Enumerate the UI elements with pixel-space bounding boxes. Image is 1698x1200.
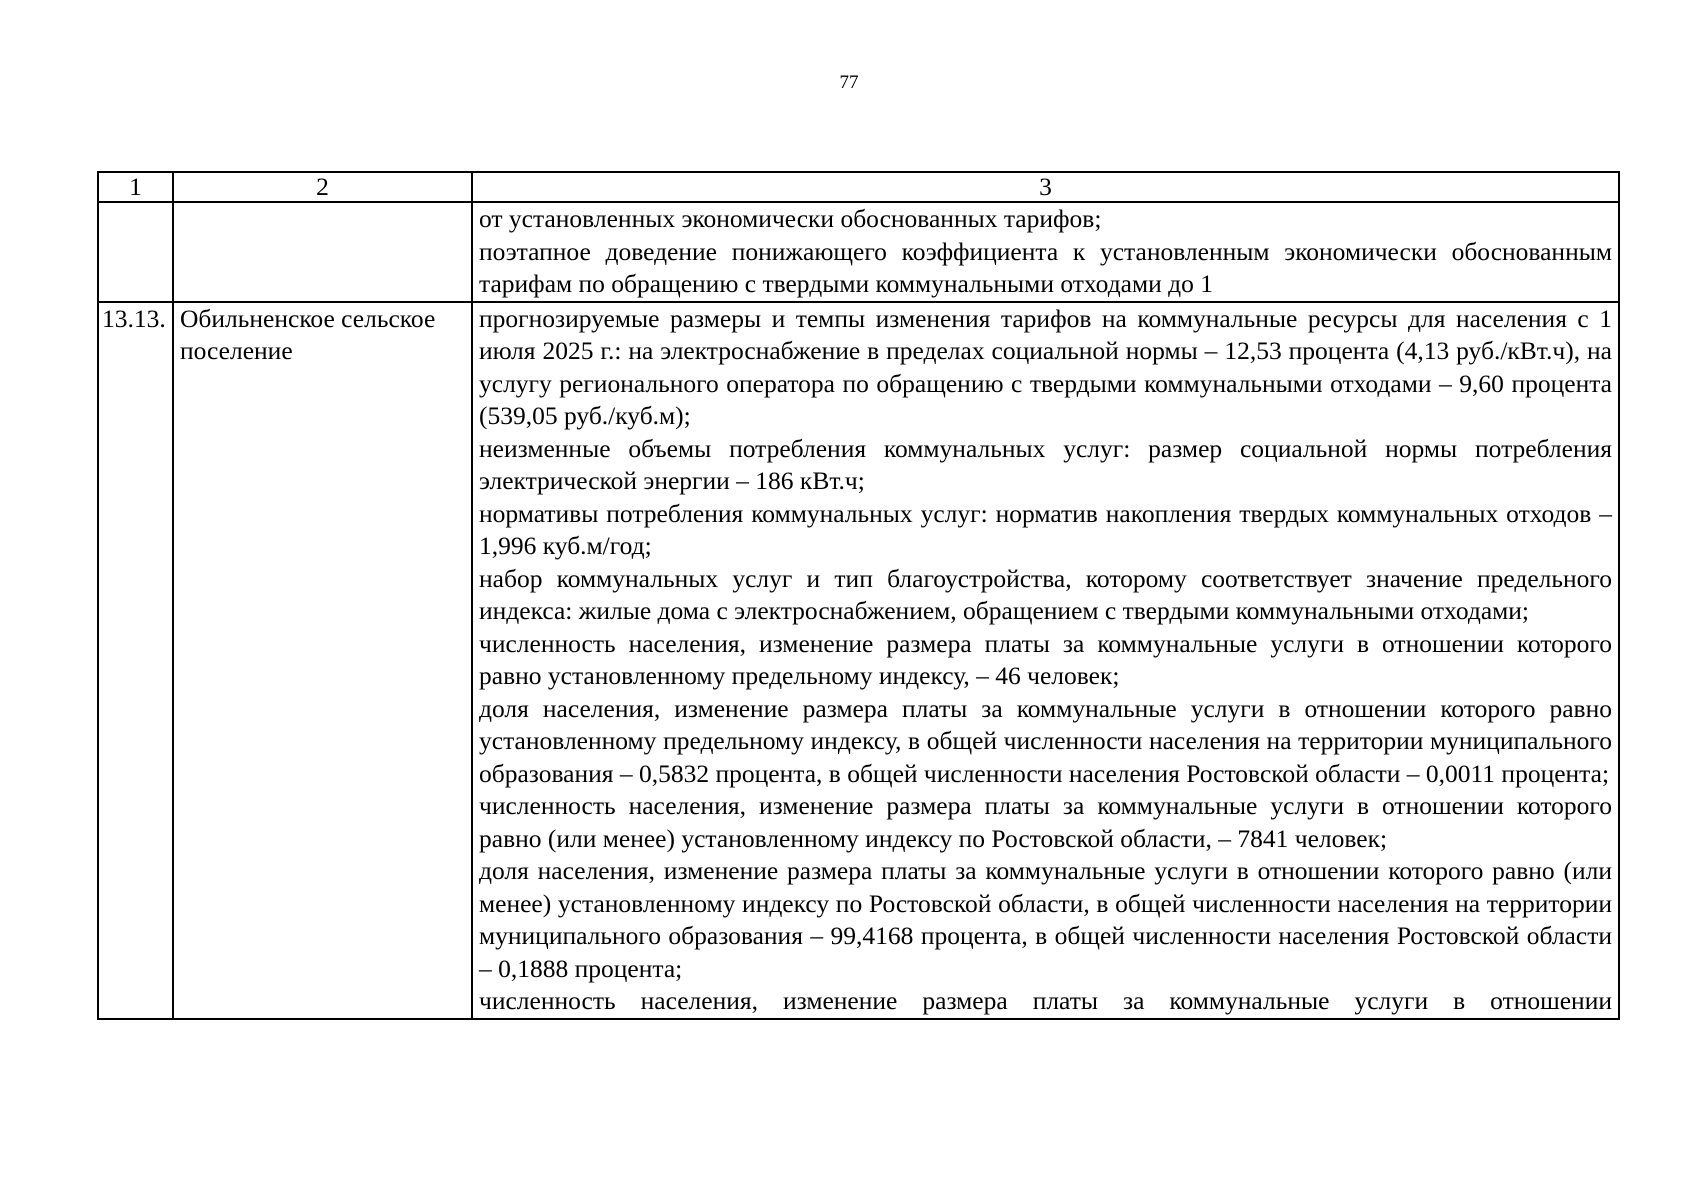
page-number: 77 (839, 72, 859, 93)
paragraph: от установленных экономически обоснованных тарифов; (479, 204, 1102, 233)
row-name-cell (173, 202, 472, 302)
paragraph: нормативы потребления коммунальных услуг: норматив накопления твердых коммунальных отходов – 1,996 куб.м/год; (479, 498, 1612, 560)
column-header-3: 3 (472, 172, 1619, 202)
row-content-cell (472, 302, 1619, 1019)
paragraph: поэтапное доведение понижающего коэффициента к установленным экономически обоснованным тарифам по обращению с твердыми коммунальными отходами до 1 (479, 236, 1612, 298)
paragraph: доля населения, изменение размера платы за коммунальные услуги в отношении которого равно установленному предельному индексу, в общей численности населения на территории муниципального образования – 0,5832 процента, в общей численности населения Ростовской области – 0,0011 процента; (479, 693, 1612, 788)
table-row (98, 302, 1619, 1019)
paragraph: численность населения, изменение размера платы за коммунальные услуги в отношении (479, 986, 1612, 1015)
paragraph: набор коммунальных услуг и тип благоустройства, которому соответствует значение предельного индекса: жилые дома с электроснабжением, обращением с твердыми коммунальными отходами; (479, 563, 1612, 625)
row-number-cell: 13.13. (98, 302, 173, 1019)
column-header-2: 2 (173, 172, 472, 202)
table-row-continuation (98, 202, 1619, 302)
row-number-cell (98, 202, 173, 302)
paragraph: прогнозируемые размеры и темпы изменения тарифов на коммунальные ресурсы для населения с 1 июля 2025 г.: на электроснабжение в пределах социальной нормы – 12,53 процента (4,13 руб./кВт.ч), на услугу регионального оператора по обращению с твердыми коммунальными отходами – 9,60 процента (539,05 руб./куб.м); (479, 303, 1612, 430)
row-name-cell: Обильненское сельское поселение (173, 302, 472, 1019)
table-header-row (98, 172, 1619, 202)
row-content-cell (472, 202, 1619, 302)
paragraph: численность населения, изменение размера платы за коммунальные услуги в отношении которого равно (или менее) установленному индексу по Ростовской области, – 7841 человек; (479, 791, 1612, 853)
paragraph: неизменные объемы потребления коммунальных услуг: размер социальной нормы потребления электрической энергии – 186 кВт.ч; (479, 433, 1612, 495)
tariff-table (97, 171, 1620, 1020)
paragraph: доля населения, изменение размера платы за коммунальные услуги в отношении которого равно (или менее) установленному индексу по Ростовской области, в общей численности населения на территории муниципального образования – 99,4168 процента, в общей численности населения Ростовской области – 0,1888 процента; (479, 856, 1612, 983)
paragraph: численность населения, изменение размера платы за коммунальные услуги в отношении которого равно установленному предельному индексу, – 46 человек; (479, 628, 1612, 690)
column-header-1: 1 (98, 172, 173, 202)
